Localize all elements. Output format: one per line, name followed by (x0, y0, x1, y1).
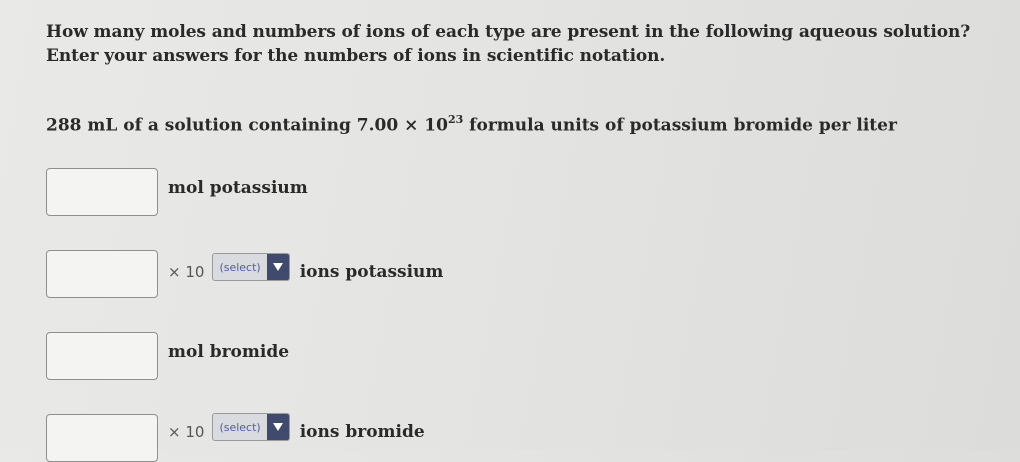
ions-potassium-coefficient-input[interactable] (46, 250, 158, 298)
ions-bromide-notation (168, 422, 425, 442)
problem-statement (46, 114, 897, 136)
problem-suffix: formula units of potassium bromide per liter (463, 115, 897, 136)
ions-bromide-label: ions bromide (299, 422, 425, 442)
times-symbol: × 10 (168, 423, 205, 441)
mol-potassium-input[interactable] (46, 168, 158, 216)
select-placeholder: (select) (219, 420, 261, 434)
dropdown-arrow-icon[interactable] (267, 414, 289, 440)
question-line-1: How many moles and numbers of ions of each type are present in the following aqueous solution? (46, 22, 971, 42)
problem-prefix: 288 mL of a solution containing 7.00 × 10 (46, 115, 448, 136)
ions-potassium-exponent-select[interactable] (212, 253, 289, 281)
problem-exponent: 23 (447, 113, 464, 126)
mol-bromide-label: mol bromide (168, 342, 290, 362)
select-placeholder: (select) (219, 260, 261, 274)
ions-potassium-notation (168, 262, 443, 282)
dropdown-arrow-icon[interactable] (267, 254, 289, 280)
mol-bromide-input[interactable] (46, 332, 158, 380)
ions-potassium-label: ions potassium (299, 262, 444, 282)
mol-potassium-label: mol potassium (168, 178, 308, 198)
question-line-2: Enter your answers for the numbers of ions in scientific notation. (46, 46, 666, 66)
ions-bromide-coefficient-input[interactable] (46, 414, 158, 462)
ions-bromide-exponent-select[interactable] (212, 413, 289, 441)
question-text (46, 20, 970, 68)
times-symbol: × 10 (168, 263, 205, 281)
